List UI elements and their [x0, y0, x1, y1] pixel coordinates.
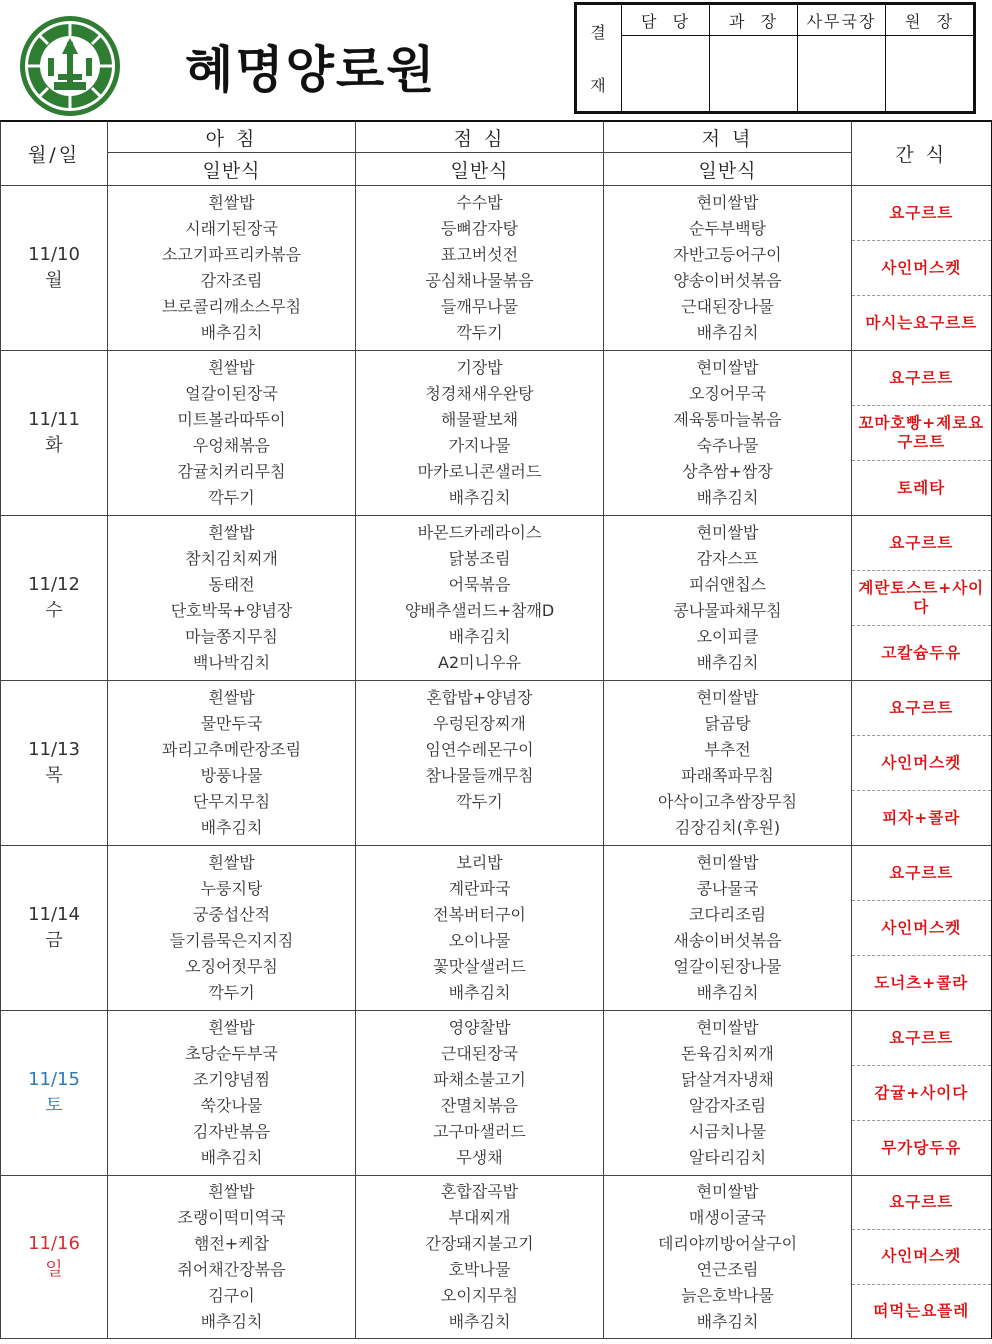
dish-item: 김구이 [208, 1286, 255, 1305]
breakfast-dish-list [108, 516, 355, 680]
dish-item: 혼합밥+양념장 [426, 688, 533, 707]
breakfast-dish-list [108, 351, 355, 515]
day-date-cell [1, 1011, 108, 1176]
dish-item: 배추김치 [448, 488, 511, 507]
breakfast-cell [108, 186, 356, 351]
dish-item: 알타리김치 [688, 1148, 767, 1167]
snack-item: 떠먹는요플레 [873, 1301, 970, 1320]
day-date: 11/14 [28, 904, 80, 925]
dish-item: 동태전 [208, 575, 255, 594]
dish-item: 배추김치 [200, 1312, 263, 1331]
snack-cell [852, 186, 992, 351]
dish-item: 감자조림 [200, 271, 263, 290]
snack-header: 간 식 [852, 121, 992, 186]
snack-item: 사인머스켓 [852, 241, 991, 296]
dish-item: 돈육김치찌개 [681, 1044, 774, 1063]
dish-item: 현미쌀밥 [696, 853, 759, 872]
dish-item: 배추김치 [200, 323, 263, 342]
dinner-cell [604, 1011, 852, 1176]
day-date-cell [1, 846, 108, 1011]
day-date: 11/15 [28, 1069, 80, 1090]
dish-item: 깍두기 [456, 792, 503, 811]
day-date: 11/11 [28, 409, 80, 430]
dish-item: 콩나물국 [696, 879, 759, 898]
day-row [1, 351, 992, 516]
dish-item: 흰쌀밥 [208, 853, 255, 872]
dish-item: 해물팔보채 [440, 410, 519, 429]
dish-item: 바몬드카레라이스 [417, 523, 542, 542]
snack-item: 무가당두유 [881, 1138, 962, 1157]
dish-item: 들기름묵은지지짐 [169, 931, 294, 950]
approval-role: 과 장 [710, 5, 798, 36]
snack-item: 요구르트 [852, 1176, 991, 1230]
breakfast-dish-list [108, 1011, 355, 1175]
snack-cell [852, 351, 992, 516]
dish-item: 시래기된장국 [185, 219, 278, 238]
dish-item: 깍두기 [456, 323, 503, 342]
dish-item: 데리야끼방어살구이 [657, 1234, 798, 1253]
day-date: 11/10 [28, 244, 80, 265]
dish-item: 배추김치 [200, 1148, 263, 1167]
snack-item: 요구르트 [852, 681, 991, 736]
dish-item: 배추김치 [448, 627, 511, 646]
dish-item: 흰쌀밥 [208, 523, 255, 542]
approval-role: 사무국장 [798, 5, 886, 36]
snack-list [852, 681, 991, 845]
approval-box [574, 2, 976, 114]
lunch-header: 점 심 [356, 121, 604, 153]
dish-item: 현미쌀밥 [696, 193, 759, 212]
dish-item: 브로콜리깨소스무침 [161, 297, 302, 316]
dish-item: 파래쪽파무침 [681, 766, 774, 785]
dish-item: 전복버터구이 [433, 905, 526, 924]
breakfast-cell [108, 1011, 356, 1176]
dish-item: 궁중섭산적 [192, 905, 271, 924]
lunch-cell [356, 516, 604, 681]
day-date-cell [1, 186, 108, 351]
lunch-diet-type: 일반식 [356, 153, 604, 186]
dish-item: 흰쌀밥 [208, 1018, 255, 1037]
dish-item: 김장김치(후원) [674, 818, 781, 837]
dish-item: 조기양념찜 [192, 1070, 271, 1089]
dish-item: 얼갈이된장국 [185, 384, 278, 403]
day-weekday: 일 [45, 1259, 63, 1280]
snack-item: 감귤+사이다 [852, 1066, 991, 1121]
snack-list [852, 846, 991, 1010]
dish-item: 누룽지탕 [200, 879, 263, 898]
dish-item: 초당순두부국 [185, 1044, 278, 1063]
dish-item: 양송이버섯볶음 [673, 271, 782, 290]
lunch-cell [356, 1011, 604, 1176]
lunch-dish-list [356, 681, 603, 845]
lunch-dish-list [356, 1176, 603, 1338]
dish-item: 우엉채볶음 [192, 436, 271, 455]
dish-item: 계란파국 [448, 879, 511, 898]
approval-side-bottom: 재 [590, 76, 608, 95]
dinner-dish-list [604, 351, 851, 515]
dish-item: 기장밥 [456, 358, 503, 377]
header [0, 0, 992, 118]
dinner-dish-list [604, 681, 851, 845]
dish-item: 참치김치찌개 [185, 549, 278, 568]
snack-item: 꼬마호빵+제로요구르트 [852, 406, 991, 461]
dish-item: 배추김치 [696, 653, 759, 672]
dish-item: 순두부백탕 [688, 219, 767, 238]
dish-item: 양배추샐러드+참깨D [404, 601, 555, 620]
dish-item: 코다리조림 [688, 905, 767, 924]
dish-item: 닭봉조림 [448, 549, 511, 568]
lunch-dish-list [356, 516, 603, 680]
dish-item: 현미쌀밥 [696, 688, 759, 707]
snack-item: 고칼슘두유 [881, 643, 962, 662]
dish-item: 얼갈이된장나물 [673, 957, 782, 976]
dish-item: 미트볼라따뚜이 [177, 410, 286, 429]
approval-role: 담 당 [622, 5, 710, 36]
dish-item: 매생이굴국 [688, 1208, 767, 1227]
dish-item: 쥐어채간장볶음 [177, 1260, 286, 1279]
dish-item: 영양찰밥 [448, 1018, 511, 1037]
breakfast-dish-list [108, 1176, 355, 1338]
dinner-dish-list [604, 1011, 851, 1175]
breakfast-cell [108, 351, 356, 516]
dish-item: 숙주나물 [696, 436, 759, 455]
snack-list [852, 186, 991, 350]
dish-item: 부추전 [704, 740, 751, 759]
dinner-dish-list [604, 1176, 851, 1338]
dish-item: 콩나물파채무침 [673, 601, 782, 620]
dish-item: 꽃맛살샐러드 [433, 957, 526, 976]
snack-item: 사인머스켓 [852, 736, 991, 791]
snack-cell [852, 516, 992, 681]
dish-item: 혼합잡곡밥 [440, 1182, 519, 1201]
dish-item: 배추김치 [696, 488, 759, 507]
breakfast-diet-type: 일반식 [108, 153, 356, 186]
dish-item: 단무지무침 [192, 792, 271, 811]
dish-item: 흰쌀밥 [208, 688, 255, 707]
lunch-cell [356, 846, 604, 1011]
breakfast-header: 아 침 [108, 121, 356, 153]
day-weekday: 수 [45, 600, 63, 621]
dish-item: 배추김치 [448, 983, 511, 1002]
dish-item: 깍두기 [208, 488, 255, 507]
dish-item [356, 815, 603, 841]
lunch-cell [356, 681, 604, 846]
dish-item: 배추김치 [696, 1312, 759, 1331]
dish-item: 쑥갓나물 [200, 1096, 263, 1115]
day-date-cell [1, 1176, 108, 1339]
lunch-cell [356, 186, 604, 351]
dish-item: 오징어젓무침 [185, 957, 278, 976]
dish-item: 닭살겨자냉채 [681, 1070, 774, 1089]
approval-side-top: 결 [590, 23, 608, 42]
snack-item: 마시는요구르트 [865, 313, 978, 332]
dish-item: 보리밥 [456, 853, 503, 872]
lunch-dish-list [356, 351, 603, 515]
dish-item: 마늘쫑지무침 [185, 627, 278, 646]
dish-item: 닭곰탕 [704, 714, 751, 733]
lunch-cell [356, 351, 604, 516]
dish-item: 잔멸치볶음 [440, 1096, 519, 1115]
dish-item: 흰쌀밥 [208, 1182, 255, 1201]
dish-item: 소고기파프리카볶음 [161, 245, 302, 264]
day-date-cell [1, 681, 108, 846]
dish-item: 김자반볶음 [192, 1122, 271, 1141]
snack-list [852, 1011, 991, 1175]
dish-item: 흰쌀밥 [208, 358, 255, 377]
dinner-dish-list [604, 516, 851, 680]
dish-item: 오이지무침 [440, 1286, 519, 1305]
snack-list [852, 516, 991, 680]
day-row [1, 516, 992, 681]
day-row [1, 186, 992, 351]
snack-item: 요구르트 [852, 351, 991, 406]
dish-item: 깍두기 [208, 983, 255, 1002]
day-row [1, 681, 992, 846]
menu-body [1, 186, 992, 1339]
breakfast-cell [108, 1176, 356, 1339]
snack-list [852, 1176, 991, 1338]
dish-item: 배추김치 [200, 818, 263, 837]
approval-sign-slot[interactable] [710, 36, 798, 112]
dish-item: 배추김치 [696, 323, 759, 342]
dish-item: 부대찌개 [448, 1208, 511, 1227]
snack-item: 계란토스트+사이다 [852, 571, 991, 626]
dish-item: 오이나물 [448, 931, 511, 950]
dish-item: 방풍나물 [200, 766, 263, 785]
dish-item: 현미쌀밥 [696, 523, 759, 542]
dish-item: 현미쌀밥 [696, 358, 759, 377]
dish-item: 새송이버섯볶음 [673, 931, 782, 950]
dish-item: 꽈리고추메란장조림 [161, 740, 302, 759]
dish-item: 늙은호박나물 [681, 1286, 774, 1305]
dish-item: 현미쌀밥 [696, 1182, 759, 1201]
dish-item: 알감자조림 [688, 1096, 767, 1115]
dish-item: 표고버섯전 [440, 245, 519, 264]
breakfast-cell [108, 516, 356, 681]
dish-item: 파채소불고기 [433, 1070, 526, 1089]
breakfast-dish-list [108, 186, 355, 350]
dish-item: 청경채새우완탕 [425, 384, 534, 403]
dish-item: 근대된장나물 [681, 297, 774, 316]
dish-item: 배추김치 [448, 1312, 511, 1331]
dinner-cell [604, 351, 852, 516]
dish-item: 마카로니콘샐러드 [417, 462, 542, 481]
snack-item: 사인머스켓 [852, 901, 991, 956]
dish-item: 피쉬앤칩스 [688, 575, 767, 594]
dish-item: 단호박묵+양념장 [170, 601, 293, 620]
snack-list [852, 351, 991, 515]
dish-item: 시금치나물 [688, 1122, 767, 1141]
lunch-dish-list [356, 1011, 603, 1175]
dish-item: 등뼈감자탕 [440, 219, 519, 238]
dinner-header: 저 녁 [604, 121, 852, 153]
dish-item: 근대된장국 [440, 1044, 519, 1063]
snack-cell [852, 1011, 992, 1176]
lunch-dish-list [356, 186, 603, 350]
dish-item: 물만두국 [200, 714, 263, 733]
dish-item: 간장돼지불고기 [425, 1234, 534, 1253]
dish-item: 공심채나물볶음 [425, 271, 534, 290]
snack-item: 요구르트 [852, 846, 991, 901]
dish-item: 자반고등어구이 [673, 245, 782, 264]
dish-item: 고구마샐러드 [433, 1122, 526, 1141]
snack-item: 요구르트 [852, 1011, 991, 1066]
day-date-cell [1, 351, 108, 516]
dish-item: 아삭이고추쌈장무침 [657, 792, 798, 811]
day-weekday: 토 [45, 1095, 63, 1116]
breakfast-cell [108, 846, 356, 1011]
dish-item: 제육통마늘볶음 [673, 410, 782, 429]
dish-item: 참나물들깨무침 [425, 766, 534, 785]
day-date: 11/12 [28, 574, 80, 595]
dish-item: 호박나물 [448, 1260, 511, 1279]
dinner-cell [604, 1176, 852, 1339]
day-weekday: 월 [45, 270, 63, 291]
breakfast-dish-list [108, 846, 355, 1010]
snack-item: 피자+콜라 [882, 808, 961, 827]
dinner-cell [604, 681, 852, 846]
dish-item: 감귤치커리무침 [177, 462, 286, 481]
dish-item: 흰쌀밥 [208, 193, 255, 212]
snack-item: 요구르트 [852, 186, 991, 241]
dinner-cell [604, 846, 852, 1011]
snack-item: 토레타 [897, 478, 946, 497]
dish-item: 현미쌀밥 [696, 1018, 759, 1037]
dish-item: 백나박김치 [192, 653, 271, 672]
day-date-cell [1, 516, 108, 681]
dish-item: A2미니우유 [438, 653, 521, 672]
dish-item: 어묵볶음 [448, 575, 511, 594]
dish-item: 배추김치 [696, 983, 759, 1002]
weekly-menu-table [0, 120, 992, 1339]
emblem-logo-icon [18, 14, 122, 118]
dish-item: 햄전+케찹 [193, 1234, 270, 1253]
snack-cell [852, 681, 992, 846]
day-row [1, 1176, 992, 1339]
dish-item: 수수밥 [456, 193, 503, 212]
dish-item: 조랭이떡미역국 [177, 1208, 286, 1227]
breakfast-dish-list [108, 681, 355, 845]
dish-item: 감자스프 [696, 549, 759, 568]
snack-item: 도너츠+콜라 [874, 973, 969, 992]
dish-item: 가지나물 [448, 436, 511, 455]
dish-item: 임연수레몬구이 [425, 740, 534, 759]
dinner-diet-type: 일반식 [604, 153, 852, 186]
snack-cell [852, 1176, 992, 1339]
day-row [1, 1011, 992, 1176]
day-row [1, 846, 992, 1011]
dish-item: 오징어무국 [688, 384, 767, 403]
dish-item: 오이피클 [696, 627, 759, 646]
approval-sign-slot[interactable] [798, 36, 886, 112]
dinner-cell [604, 516, 852, 681]
approval-sign-slot[interactable] [886, 36, 974, 112]
dish-item: 상추쌈+쌈장 [682, 462, 773, 481]
snack-cell [852, 846, 992, 1011]
snack-item: 사인머스켓 [852, 1230, 991, 1284]
lunch-dish-list [356, 846, 603, 1010]
dinner-dish-list [604, 846, 851, 1010]
day-weekday: 금 [45, 930, 63, 951]
dinner-cell [604, 186, 852, 351]
breakfast-cell [108, 681, 356, 846]
dish-item: 연근조림 [696, 1260, 759, 1279]
date-column-header: 월/일 [1, 121, 108, 186]
lunch-cell [356, 1176, 604, 1339]
snack-item: 요구르트 [852, 516, 991, 571]
approval-sign-slot[interactable] [622, 36, 710, 112]
day-date: 11/13 [28, 739, 80, 760]
dish-item: 우렁된장찌개 [433, 714, 526, 733]
dish-item: 무생채 [456, 1148, 503, 1167]
day-weekday: 목 [45, 765, 63, 786]
dish-item: 들깨무나물 [440, 297, 519, 316]
approval-role: 원 장 [886, 5, 974, 36]
dinner-dish-list [604, 186, 851, 350]
day-weekday: 화 [45, 435, 63, 456]
page-title: 혜명양로원 [185, 41, 437, 99]
approval-side-label [577, 5, 622, 112]
day-date: 11/16 [28, 1233, 80, 1254]
